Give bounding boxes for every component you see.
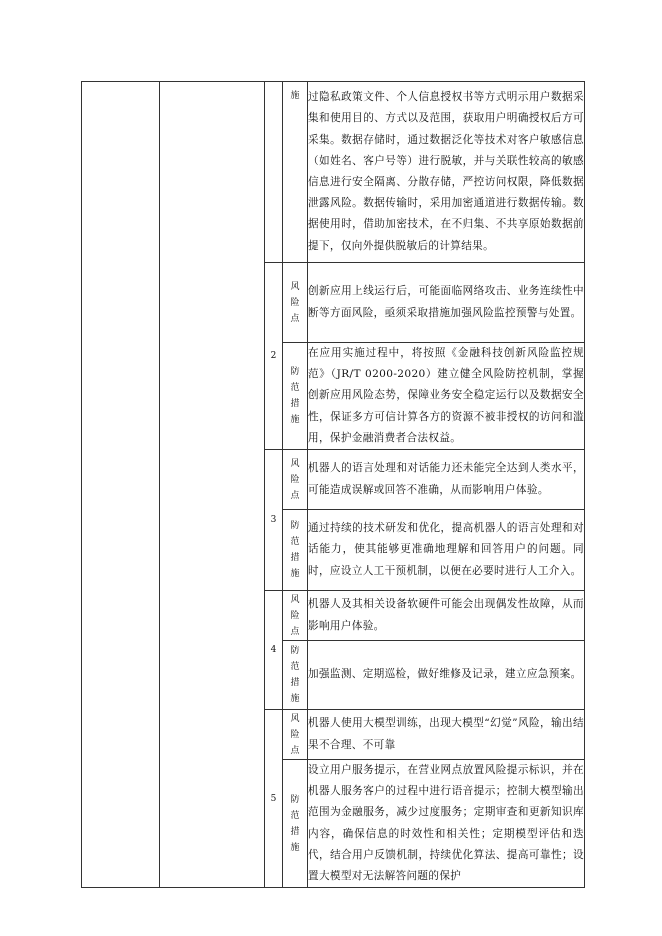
risk-text: 创新应用上线运行后，可能面临网络攻击、业务连续性中断等方面风险，亟须采取措施加强风险监控预警与处置。 [308, 263, 585, 343]
risk-label: 风险点 [283, 263, 308, 343]
measure-label: 防范措施 [283, 760, 308, 888]
table-row [82, 82, 585, 263]
row-number: 4 [265, 591, 283, 710]
measure-label: 施 [283, 82, 308, 263]
measure-label: 防范措施 [283, 510, 308, 591]
risk-text: 机器人使用大模型训练，出现大模型“幻觉”风险，输出结果不合理、不可靠 [308, 710, 585, 760]
measure-text: 在应用实施过程中，将按照《金融科技创新风险监控规范》（JR/T 0200-2020）建立健全风险防控机制，掌握创新应用风险态势，保障业务安全稳定运行以及数据安全性，保证多方可信计算各方的资源不被非授权的访问和滥用，保护金融消费者合法权益。 [308, 343, 585, 450]
risk-text: 机器人的语言处理和对话能力还未能完全达到人类水平，可能造成误解或回答不准确，从而影响用户体验。 [308, 450, 585, 510]
row-number: 5 [265, 710, 283, 888]
measure-label: 防范措施 [283, 641, 308, 710]
risk-label: 风险点 [283, 591, 308, 641]
row-number: 3 [265, 450, 283, 591]
measure-text: 加强监测、定期巡检，做好维修及记录，建立应急预案。 [308, 641, 585, 710]
row-number [265, 82, 283, 263]
measure-text: 过隐私政策文件、个人信息授权书等方式明示用户数据采集和使用目的、方式以及范围，获取用户明确授权后方可采集。数据存储时，通过数据泛化等技术对客户敏感信息（如姓名、客户号等）进行脱敏，并与关联性较高的敏感信息进行安全隔离、分散存储，严控访问权限，降低数据泄露风险。数据传输时，采用加密通道进行数据传输。数据使用时，借助加密技术，在不归集、不共享原始数据前提下，仅向外提供脱敏后的计算结果。 [308, 82, 585, 263]
row-number: 2 [265, 263, 283, 450]
measure-label: 防范措施 [283, 343, 308, 450]
measure-text: 设立用户服务提示，在营业网点放置风险提示标识，并在机器人服务客户的过程中进行语音提示；控制大模型输出范围为金融服务，减少过度服务；定期审查和更新知识库内容，确保信息的时效性和相关性；定期模型评估和迭代，结合用户反馈机制，持续优化算法、提高可靠性；设置大模型对无法解答问题的保护 [308, 760, 585, 888]
empty-cell-col2 [160, 82, 265, 888]
measure-text: 通过持续的技术研发和优化，提高机器人的语言处理和对话能力，使其能够更准确地理解和回答用户的问题。同时，应设立人工干预机制，以便在必要时进行人工介入。 [308, 510, 585, 591]
risk-text: 机器人及其相关设备软硬件可能会出现偶发性故障，从而影响用户体验。 [308, 591, 585, 641]
empty-cell-col1 [82, 82, 160, 888]
risk-label: 风险点 [283, 710, 308, 760]
risk-label: 风险点 [283, 450, 308, 510]
risk-table [81, 81, 585, 888]
